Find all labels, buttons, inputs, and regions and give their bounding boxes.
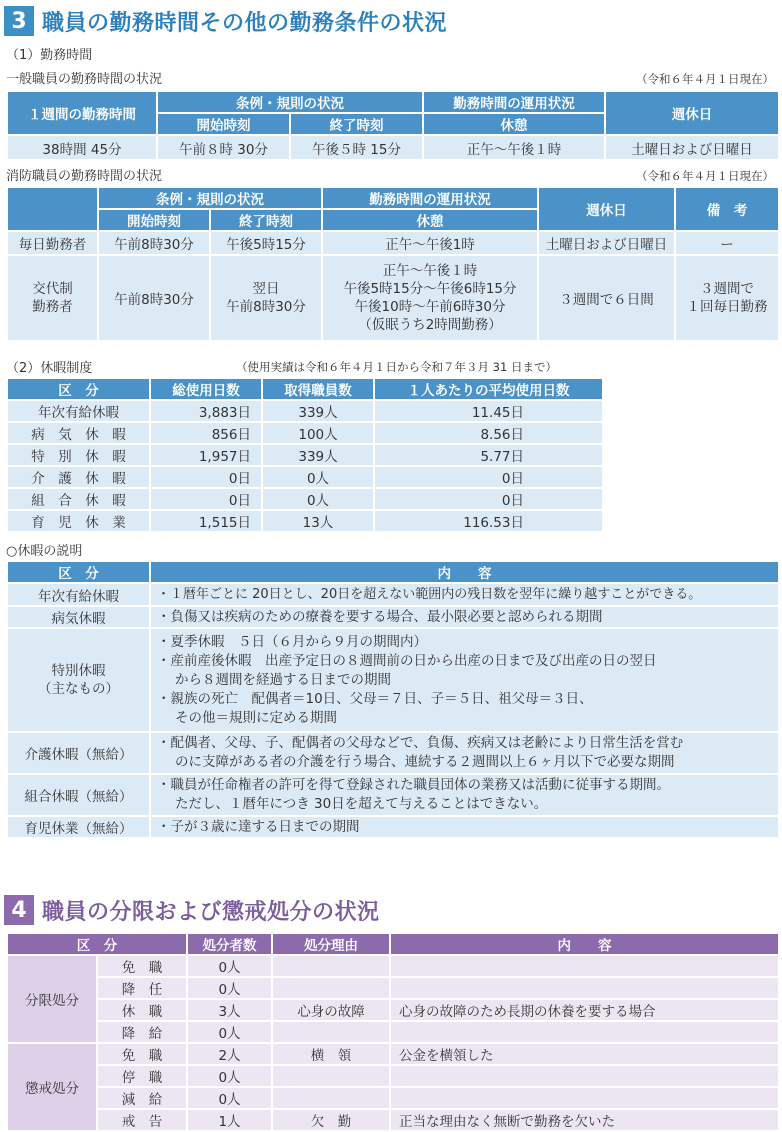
action-reason: 欠 勤: [272, 1109, 390, 1131]
group-disciplinary: 懲戒処分: [7, 1043, 97, 1131]
discipline-header-category: 区 分: [7, 933, 187, 955]
leave-average: 8.56日: [374, 422, 603, 444]
leave-header-category: 区 分: [7, 378, 150, 400]
fire-header-holiday: 週休日: [538, 187, 675, 231]
sub2-label: （2）休暇制度: [6, 361, 93, 376]
action-content: [390, 1065, 779, 1087]
shift-worker-type-line1: 交代制: [32, 281, 73, 297]
leave-row: [7, 466, 603, 488]
action-reason: [272, 955, 390, 977]
leave-row: [7, 488, 603, 510]
action-count: 0人: [187, 977, 272, 999]
leave-category: 組 合 休 暇: [7, 488, 150, 510]
leave-average: 116.53日: [374, 510, 603, 532]
section3-number: 3: [4, 6, 34, 36]
leave-staff: 339人: [262, 444, 374, 466]
leave-average: 11.45日: [374, 400, 603, 422]
action-count: 0人: [187, 1087, 272, 1109]
desc-special-line: その他＝規則に定める期間: [175, 709, 337, 726]
shift-worker-type-line2: 勤務者: [32, 299, 73, 315]
start-time-value: 午前８時 30分: [157, 135, 290, 160]
action-type: 減 給: [97, 1087, 187, 1109]
holiday-value: 土曜日および日曜日: [605, 135, 779, 160]
header-end: 終了時刻: [290, 113, 423, 135]
leave-header-total: 総使用日数: [150, 378, 262, 400]
table-row: [7, 977, 779, 999]
action-type: 降 給: [97, 1021, 187, 1043]
leave-row: [7, 400, 603, 422]
table-row: [7, 1043, 779, 1065]
desc-union-line: ただし、１暦年につき 30日を超えて与えることはできない。: [175, 796, 548, 812]
desc-special-category-line1: 特別休暇: [51, 663, 106, 679]
desc-child-content: [150, 816, 779, 838]
shift-worker-break-line3: 午後10時〜午前6時30分: [354, 299, 506, 315]
action-content: [390, 1087, 779, 1109]
leave-total: 0日: [150, 466, 262, 488]
shift-worker-end-line2: 午前8時30分: [226, 299, 306, 315]
leave-total: 1,957日: [150, 444, 262, 466]
leave-staff: 0人: [262, 488, 374, 510]
action-content: 心身の故障のため長期の休養を要する場合: [390, 999, 779, 1021]
fire-label: 消防職員の勤務時間の状況: [6, 169, 163, 184]
leave-row: [7, 422, 603, 444]
desc-care-line: ・配偶者、父母、子、配偶者の父母などで、負傷、疾病又は老齢により日常生活を営む: [157, 735, 684, 751]
sub1-label: （1）勤務時間: [6, 48, 93, 63]
leave-row: [7, 510, 603, 532]
desc-union-content: [150, 774, 779, 816]
desc-special-line: ・夏季休暇 ５日（６月から９月の期間内）: [157, 633, 427, 650]
section3-title: 職員の勤務時間その他の勤務条件の状況: [42, 10, 448, 36]
fire-header-operation: 勤務時間の運用状況: [322, 187, 538, 209]
section3-heading: [4, 4, 447, 38]
daily-worker-type: 毎日勤務者: [7, 231, 98, 255]
desc-sick-category: 病気休暇: [7, 606, 150, 628]
leave-category: 育 児 休 業: [7, 510, 150, 532]
action-type: 戒 告: [97, 1109, 187, 1131]
shift-worker-end-line1: 翌日: [252, 281, 280, 297]
header-rules: 条例・規則の状況: [157, 91, 423, 113]
leave-total: 3,883日: [150, 400, 262, 422]
desc-header-content: 内 容: [150, 561, 779, 583]
leave-description-table: [6, 560, 780, 839]
table-row: [7, 1065, 779, 1087]
action-type: 免 職: [97, 1043, 187, 1065]
action-content: [390, 955, 779, 977]
leave-category: 年次有給休暇: [7, 400, 150, 422]
desc-special-category-line2: （主なもの）: [38, 681, 119, 697]
action-count: 1人: [187, 1109, 272, 1131]
general-label: 一般職員の勤務時間の状況: [6, 72, 163, 87]
daily-worker-end: 午後5時15分: [210, 231, 322, 255]
section4-number: 4: [4, 895, 34, 925]
header-holiday: 週休日: [605, 91, 779, 135]
discipline-header-content: 内 容: [390, 933, 779, 955]
desc-sick-line: ・負傷又は疾病のための療養を要する場合、最小限必要と認められる期間: [157, 608, 603, 625]
table-row: [7, 999, 779, 1021]
shift-worker-end: [210, 255, 322, 341]
desc-care-line: のに支障がある者の介護を行う場合、連続する２週間以上６ヶ月以下で必要な期間: [175, 754, 675, 770]
leave-header-staff: 取得職員数: [262, 378, 374, 400]
leave-staff: 339人: [262, 400, 374, 422]
desc-special-content: [150, 628, 779, 732]
desc-union-category: 組合休暇（無給）: [7, 774, 150, 816]
leave-total: 1,515日: [150, 510, 262, 532]
leave-average: 5.77日: [374, 444, 603, 466]
action-type: 降 任: [97, 977, 187, 999]
discipline-table: [6, 932, 780, 1132]
desc-annual-line: ・１暦年ごとに 20日とし、20日を超えない範囲内の残日数を翌年に繰り越すことができる。: [157, 587, 702, 602]
leave-row: [7, 444, 603, 466]
leave-staff: 13人: [262, 510, 374, 532]
action-count: 2人: [187, 1043, 272, 1065]
fire-header-start: 開始時刻: [98, 209, 210, 231]
leave-category: 特 別 休 暇: [7, 444, 150, 466]
leave-category: 介 護 休 暇: [7, 466, 150, 488]
desc-child-category: 育児休業（無給）: [7, 816, 150, 838]
discipline-header-count: 処分者数: [187, 933, 272, 955]
desc-special-line: から８週間を経過する日までの期間: [175, 671, 391, 688]
shift-worker-break-line4: （仮眠うち2時間勤務）: [358, 317, 502, 333]
leave-period: （使用実績は令和６年４月１日から令和７年３月 31 日まで）: [236, 360, 557, 374]
desc-special-category: [7, 628, 150, 732]
action-reason: [272, 977, 390, 999]
shift-worker-note: [675, 255, 779, 341]
action-reason: [272, 1021, 390, 1043]
table-row: [7, 955, 779, 977]
discipline-header-reason: 処分理由: [272, 933, 390, 955]
break-value: 正午〜午後１時: [423, 135, 605, 160]
shift-worker-note-line2: １回毎日勤務: [686, 299, 768, 315]
action-content: 公金を横領した: [390, 1043, 779, 1065]
action-content: 正当な理由なく無断で勤務を欠いた: [390, 1109, 779, 1131]
action-reason: [272, 1065, 390, 1087]
action-type: 休 職: [97, 999, 187, 1021]
header-break: 休憩: [423, 113, 605, 135]
shift-worker-holiday: ３週間で６日間: [538, 255, 675, 341]
table-row: [7, 1087, 779, 1109]
desc-sick-content: [150, 606, 779, 628]
desc-care-content: [150, 732, 779, 774]
fire-header-break: 休憩: [322, 209, 538, 231]
leave-total: 0日: [150, 488, 262, 510]
daily-worker-note: ー: [675, 231, 779, 255]
table-row: [7, 1021, 779, 1043]
desc-label: ○休暇の説明: [6, 544, 83, 559]
action-content: [390, 977, 779, 999]
leave-staff: 100人: [262, 422, 374, 444]
shift-worker-break: [322, 255, 538, 341]
action-type: 免 職: [97, 955, 187, 977]
action-reason: 横 領: [272, 1043, 390, 1065]
leave-usage-table: [6, 377, 604, 533]
leave-average: 0日: [374, 466, 603, 488]
shift-worker-note-line1: ３週間で: [700, 281, 754, 297]
action-type: 停 職: [97, 1065, 187, 1087]
action-count: 0人: [187, 1021, 272, 1043]
leave-staff: 0人: [262, 466, 374, 488]
desc-union-line: ・職員が任命権者の許可を得て登録された職員団体の業務又は活動に従事する期間。: [157, 777, 670, 793]
desc-child-line: ・子が３歳に達する日までの期間: [157, 818, 360, 835]
action-count: 3人: [187, 999, 272, 1021]
action-reason: [272, 1087, 390, 1109]
end-time-value: 午後５時 15分: [290, 135, 423, 160]
shift-worker-start: 午前8時30分: [98, 255, 210, 341]
shift-worker-type: [7, 255, 98, 341]
leave-header-average: １人あたりの平均使用日数: [374, 378, 603, 400]
leave-category: 病 気 休 暇: [7, 422, 150, 444]
table-row: [7, 1109, 779, 1131]
desc-special-line: ・親族の死亡 配偶者＝10日、父母＝７日、子＝５日、祖父母＝３日、: [157, 690, 593, 707]
section4-title: 職員の分限および懲戒処分の状況: [42, 899, 380, 925]
weekly-hours-value: 38時間 45分: [7, 135, 157, 160]
action-reason: 心身の故障: [272, 999, 390, 1021]
shift-worker-break-line1: 正午〜午後１時: [382, 263, 478, 279]
daily-worker-break: 正午〜午後1時: [322, 231, 538, 255]
fire-header-rules: 条例・規則の状況: [98, 187, 322, 209]
action-count: 0人: [187, 1065, 272, 1087]
fire-header-end: 終了時刻: [210, 209, 322, 231]
desc-header-category: 区 分: [7, 561, 150, 583]
header-operation: 勤務時間の運用状況: [423, 91, 605, 113]
desc-annual-content: [150, 583, 779, 606]
action-count: 0人: [187, 955, 272, 977]
header-start: 開始時刻: [157, 113, 290, 135]
action-content: [390, 1021, 779, 1043]
leave-total: 856日: [150, 422, 262, 444]
section4-heading: [4, 893, 380, 927]
group-status-change: 分限処分: [7, 955, 97, 1043]
daily-worker-start: 午前8時30分: [98, 231, 210, 255]
fire-hours-table: [6, 186, 780, 342]
general-asof: （令和６年４月１日現在）: [636, 72, 774, 86]
desc-special-line: ・産前産後休暇 出産予定日の８週間前の日から出産の日まで及び出産の日の翌日: [157, 652, 657, 669]
desc-annual-category: 年次有給休暇: [7, 583, 150, 606]
daily-worker-holiday: 土曜日および日曜日: [538, 231, 675, 255]
desc-care-category: 介護休暇（無給）: [7, 732, 150, 774]
leave-average: 0日: [374, 488, 603, 510]
fire-header-note: 備 考: [675, 187, 779, 231]
header-weekly-hours: １週間の勤務時間: [7, 91, 157, 135]
fire-asof: （令和６年４月１日現在）: [636, 169, 774, 183]
fire-header-blank: [7, 187, 98, 231]
shift-worker-break-line2: 午後5時15分〜午後6時15分: [343, 281, 517, 297]
general-hours-table: [6, 90, 780, 161]
